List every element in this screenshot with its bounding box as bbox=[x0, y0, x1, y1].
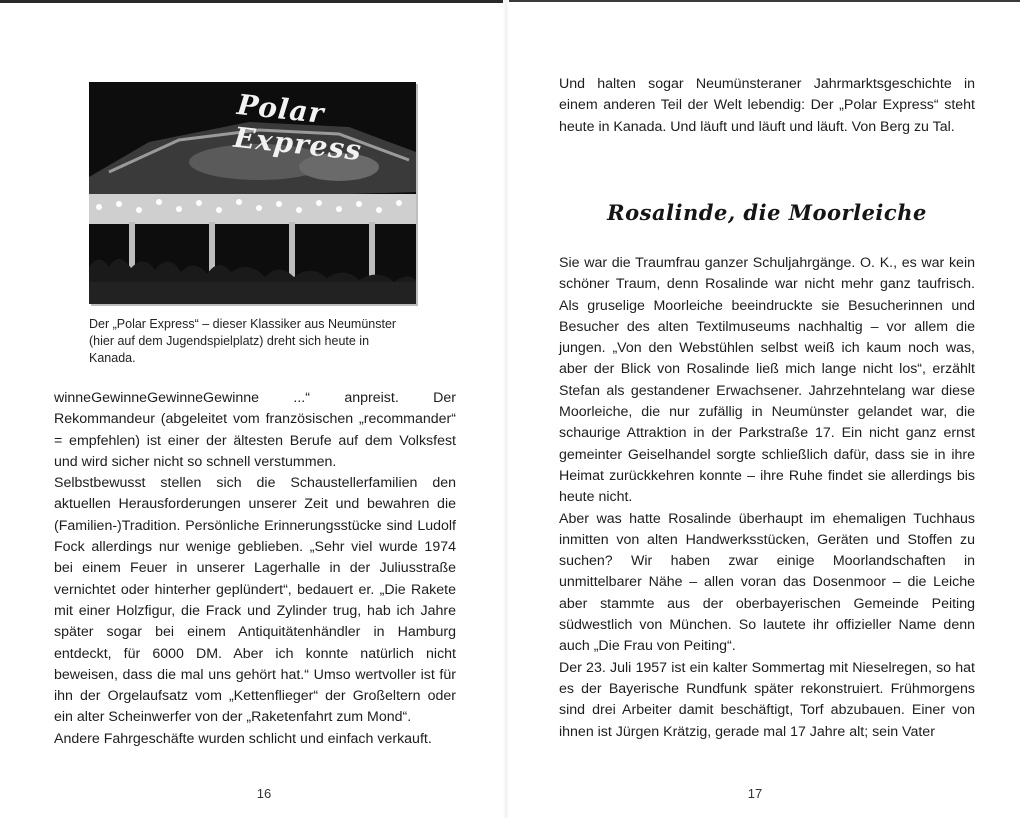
left-body-text bbox=[54, 388, 456, 750]
paragraph: Der 23. Juli 1957 ist ein kalter Sommertag mit Nieselregen, so hat es der Bayerische Rundfunk später rekonstruiert. Frühmorgens sind drei Arbeiter damit beschäftigt, Torf abzubauen. Einer von ihnen ist Jürgen Krätzig, gerade mal 17 Jahre alt; sein Vater bbox=[559, 659, 975, 740]
paragraph: Selbstbewusst stellen sich die Schaustellerfamilien den aktuellen Herausforderungen unserer Zeit und bewahren die (Familien-)Tradition. Persönliche Erinnerungsstücke sind Ludolf Fock allerdings nur wenige geblieben. „Sehr viel wurde 1974 bei einem Feuer in unserer Lagerhalle in der Juliusstraße vernichtet oder hinterher geplündert“, bedauert er. „Die Rakete mit einer Holzfigur, die Frack und Zylinder trug, hab ich Jahre später sogar bei einem Antiquitätenhändler in Hamburg entdeckt, für 6000 DM. Aber ich konnte natürlich nicht beweisen, dass die mal uns gehört hat.“ Umso wertvoller ist für ihn der Orgelaufsatz vom „Kettenflieger“ der Großeltern oder ein alter Scheinwerfer von der „Raketenfahrt zum Mond“. bbox=[54, 475, 456, 726]
photo-sign-text: Polar Express bbox=[232, 88, 364, 168]
paragraph: Andere Fahrgeschäfte wurden schlicht und einfach verkauft. bbox=[54, 730, 432, 747]
polar-express-photo bbox=[89, 82, 416, 304]
paragraph: Und halten sogar Neumünsteraner Jahrmarktsgeschichte in einem anderen Teil der Welt lebendig: Der „Polar Express“ steht heute in Kanada. Und läuft und läuft und läuft. Von Berg zu Tal. bbox=[559, 76, 975, 135]
page-number: 16 bbox=[256, 786, 272, 801]
paragraph: Aber was hatte Rosalinde überhaupt im ehemaligen Tuchhaus inmitten von alten Handwerksstücken, Geräten und Stoffen zu suchen? Wir haben zwar einige Moorlandschaften in unmittelbarer Nähe – allen voran das Dosenmoor – die Leiche aber stammte aus der oberbayerischen Gemeinde Peiting südwestlich von München. So lautete ihr offizieller Name denn auch „Die Frau von Peiting“. bbox=[559, 510, 975, 655]
intro-paragraph bbox=[559, 74, 975, 138]
page-number: 17 bbox=[747, 786, 763, 801]
right-body-text bbox=[559, 253, 975, 743]
paragraph: Sie war die Traumfrau ganzer Schuljahrgänge. O. K., es war kein schöner Traum, denn Rosalinde war nicht mehr ganz taufrisch. Als gruselige Moorleiche beeindruckte sie Besucherinnen und Besucher des alten Textilmuseums nachhaltig – vor allem die jungen. „Von den Webstühlen selbst weiß ich kaum noch was, aber der Blick von Rosalinde ließ mich lange nicht los“, erzählt Stefan als gestandener Erwachsener. Jahrzehntelang war diese Moorleiche, die nur zufällig in Neumünster gelandet war, die schaurige Attraktion in der Parkstraße 17. Ein nicht ganz ernst gemeinter Geiselhandel sorgte schließlich dafür, dass sie in ihre Heimat zurückkehren konnte – ihre Ruhe findet sie allerdings bis heute nicht. bbox=[559, 255, 975, 506]
photo-caption: Der „Polar Express“ – dieser Klassiker aus Neumünster (hier auf dem Jugendspielplatz) dreht sich heute in Kanada. bbox=[89, 317, 397, 365]
right-page bbox=[509, 0, 1020, 818]
paragraph: winneGewinneGewinneGewinne ...“ anpreist. Der Rekommandeur (abgeleitet vom französischen „recommander“ = empfehlen) ist einer der ältesten Berufe auf dem Volksfest und wird sicher nicht so schnell verstummen. bbox=[54, 390, 456, 470]
left-page bbox=[0, 0, 505, 818]
section-heading: Rosalinde, die Moorleiche bbox=[607, 200, 927, 225]
